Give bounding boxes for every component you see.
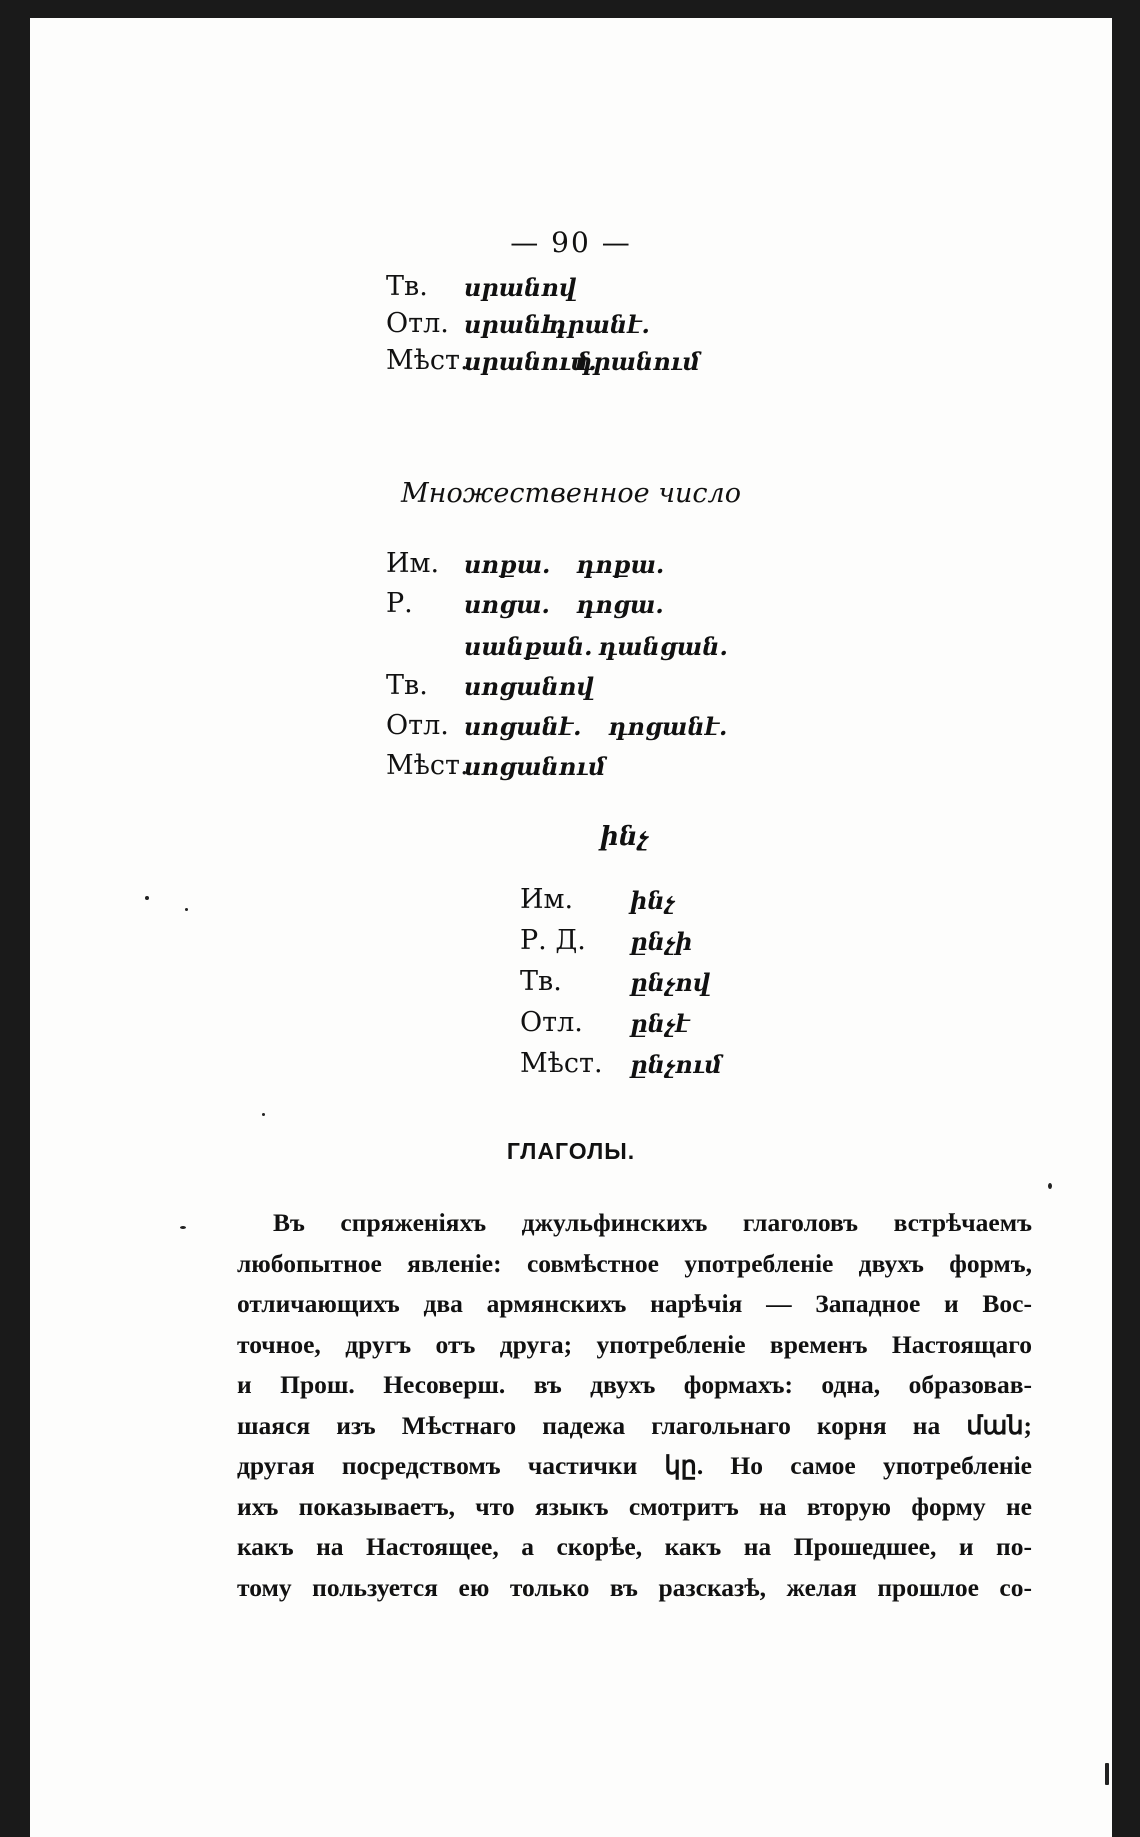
pronoun-row [520,1007,690,1038]
case-label: Р. [386,588,413,619]
pronoun-row [520,1048,723,1079]
section-heading: ГЛАГОЛЫ. [506,1138,636,1164]
paragraph-line: ихъ показываетъ, что языкъ смотритъ на вторую форму не [237,1491,1032,1521]
body-paragraph [237,1203,1032,1608]
paragraph-line: какъ на Настоящее, а скорѣе, какъ на Прошедшее, и по- [237,1532,1032,1561]
case-label: Р. Д. [520,925,586,956]
paragraph-line: отличающихъ два армянскихъ нарѣчія — Западное и Вос- [237,1289,1032,1318]
paragraph-line: Въ спряженіяхъ джульфинскихъ глаголовъ встрѣчаемъ [273,1208,1032,1237]
armenian-form: սոքա. [464,550,551,579]
pronoun-row [520,884,675,915]
armenian-form: ընչով [630,968,711,997]
plural-row [386,588,664,619]
singular-row [386,308,650,339]
armenian-form: ինչ [630,886,675,915]
singular-row [386,271,577,302]
plural-row [386,710,728,741]
armenian-form: սոցանով [464,672,594,701]
case-label: Мѣст. [386,345,469,376]
scan-border-top [0,0,1140,18]
case-label: Тв. [386,271,428,302]
armenian-form: ընչէ [630,1009,690,1038]
singular-row [386,345,701,376]
paragraph-line: шаяся изъ Мѣстнаго падежа глагольнаго корня на ման; [237,1410,1032,1440]
case-label: Мѣст. [520,1048,603,1079]
plural-row [386,670,594,701]
armenian-form: սոցանում [464,752,606,781]
armenian-form: դրանում [574,347,701,376]
pronoun-row [520,966,711,997]
page-number: — 90 — [510,226,632,259]
case-label: Отл. [520,1007,583,1038]
plural-row [386,750,606,781]
scan-border-left [0,0,30,1837]
armenian-form: սրանով [464,273,577,302]
armenian-form: սոցա. [464,590,550,619]
plural-row [386,548,665,579]
paragraph-line: тому пользуется ею только въ разсказѣ, желая прошлое со- [237,1572,1032,1602]
case-label: Тв. [386,670,428,701]
scan-border-right [1112,0,1140,1837]
case-label: Им. [520,884,574,915]
paragraph-line: другая посредствомъ частички կը. Но самое употребленіе [237,1451,1032,1480]
scan-speck [1105,1763,1109,1785]
armenian-form: սրանում. [464,347,597,376]
scan-speck [1048,1183,1052,1189]
armenian-form: ընչում [630,1050,723,1079]
paragraph-line: и Прош. Несоверш. въ двухъ формахъ: одна, образовав- [237,1370,1032,1399]
scan-speck [180,1226,186,1229]
scan-speck [262,1113,265,1116]
scan-speck [145,896,149,900]
pronoun-row [520,925,693,956]
pronoun-title: ինչ [600,822,649,852]
armenian-form: սրանէ. [464,310,565,339]
paragraph-line: точное, другъ отъ друга; употребленіе временъ Настоящаго [237,1329,1032,1359]
armenian-form: ընչի [630,927,693,956]
plural-section-title: Множественное число [401,478,741,509]
case-label: Мѣст. [386,750,469,781]
armenian-form: դոցա. [576,590,664,619]
armenian-form: դոքա. [576,550,665,579]
case-label: Отл. [386,710,449,741]
case-label: Отл. [386,308,449,339]
armenian-form: սանքան. [464,632,593,661]
scan-speck [185,908,188,911]
case-label: Им. [386,548,440,579]
case-label: Тв. [520,966,562,997]
armenian-form: դոցանէ. [608,712,728,741]
paragraph-line: любопытное явленіе: совмѣстное употребленіе двухъ формъ, [237,1248,1032,1278]
armenian-form: դանցան. [598,632,728,661]
armenian-form: դրանէ. [548,310,650,339]
armenian-form: սոցանէ. [464,712,582,741]
book-page [30,18,1112,1837]
